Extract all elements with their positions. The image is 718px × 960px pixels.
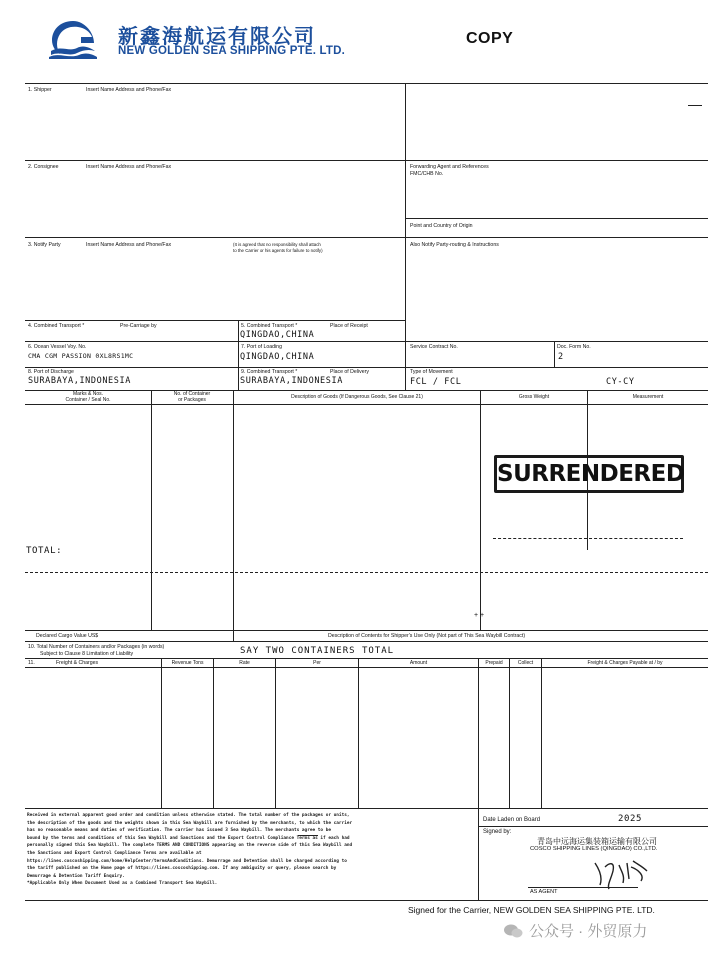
place-of-delivery-value: SURABAYA,INDONESIA — [240, 376, 343, 386]
watermark-text: 公众号 · 外贸原力 — [529, 923, 648, 940]
prepaid-header: Prepaid — [485, 660, 503, 666]
marks-header-2: Container / Seal No. — [65, 397, 111, 403]
marks-header — [26, 391, 150, 403]
ocean-vessel-value: CMA CGM PASSION 0XL8RS1MC — [28, 352, 134, 360]
signed-by-label: Signed by: — [483, 829, 512, 835]
tick-marks: + + — [474, 612, 485, 619]
packages-header — [152, 391, 232, 403]
place-of-receipt-value: QINGDAO,CHINA — [240, 330, 315, 340]
agent-name-cn: 青岛中远海运集装箱运输有限公司 — [537, 837, 657, 846]
declared-value-label: Declared Cargo Value US$ — [36, 633, 99, 639]
port-of-loading-value: QINGDAO,CHINA — [240, 352, 315, 362]
terms-line-5: personally signed this Sea Waybill. The complete TERMS AND CONDITIONS appearing on the reverse side of this Sea Waybill and — [27, 843, 353, 849]
place-of-delivery-label: 9. Combined Transport * — [241, 369, 298, 375]
company-name-en: NEW GOLDEN SEA SHIPPING PTE. LTD. — [118, 45, 346, 57]
terms-line-10: *Applicable Only When Document Used as a Combined Transport Sea Waybill. — [27, 881, 218, 887]
collect-header: Collect — [517, 660, 534, 666]
liability-clause-label: Subject to Clause 8 Limitation of Liability — [40, 651, 134, 657]
precarriage-label: Pre-Carriage by — [120, 323, 157, 329]
total-containers-label: 10. Total Number of Containers and/or Packages (in words) — [28, 644, 165, 650]
terms-line-3: has no reasonable means and duties of verification. The carrier has issued 3 Sea Waybill. The merchants agree to be — [27, 828, 331, 834]
terms-line-7: https://lines.coscoshipping.com/home/HelpCenter/termsAndConditions. Demurrage and Detention shall be charged according to — [27, 858, 347, 864]
freight-charges-header: Freight & Charges — [56, 660, 99, 666]
combined-transport-label: 4. Combined Transport * — [28, 323, 85, 329]
movement-label: Type of Movement — [410, 369, 453, 375]
packages-header-1: No. of Container — [173, 391, 211, 397]
movement-value: FCL / FCL — [410, 377, 462, 387]
payable-header: Freight & Charges Payable at / by — [587, 660, 663, 666]
terms-line-1: Received in external apparent good order and condition unless otherwise stated. The total number of the packages or units, — [27, 813, 350, 818]
notify-party-hint: Insert Name Address and Phone/Fax — [86, 242, 172, 248]
date-laden-value: 2025 — [618, 814, 643, 824]
total-containers-value: SAY TWO CONTAINERS TOTAL — [240, 646, 395, 656]
company-logo — [47, 18, 99, 60]
revenue-tons-header: Revenue Tons — [171, 660, 204, 666]
place-of-delivery-label-b: Place of Delivery — [330, 369, 369, 375]
consignee-label: 2. Consignee — [28, 164, 59, 170]
service-contract-label: Service Contract No. — [410, 344, 458, 350]
origin-label: Point and Country of Origin — [410, 223, 473, 229]
also-notify-label: Also Notify Party-routing & Instructions — [410, 242, 499, 248]
forwarding-agent-label: Forwarding Agent and References — [410, 164, 489, 170]
terms-line-4: bound by the terms and conditions of this Sea Waybill and Sanctions and the Export Control Compliance Terms as if each had — [27, 835, 350, 841]
packages-header-2: or Packages — [178, 397, 206, 403]
amount-header: Amount — [409, 660, 428, 666]
notify-note-1: (It is agreed that no responsibility shall attach — [233, 242, 321, 247]
per-header: Per — [313, 660, 321, 666]
notify-note-2: to the Carrier or his agents for failure to notify) — [233, 248, 323, 253]
consignee-field[interactable] — [26, 172, 404, 235]
surrendered-stamp — [494, 455, 684, 493]
consignee-hint: Insert Name Address and Phone/Fax — [86, 164, 172, 170]
place-of-receipt-label: 5. Combined Transport * — [241, 323, 298, 329]
place-of-receipt-label-b: Place of Receipt — [330, 323, 368, 329]
freight-no-header: 11. — [28, 660, 35, 666]
terms-block — [27, 812, 472, 888]
terms-line-6: the Sanctions and Export Control Compliance Terms are available at — [27, 850, 202, 856]
fmc-label: FMC/CHB No. — [410, 171, 444, 177]
doc-form-value: 2 — [558, 352, 564, 362]
gross-weight-header: Gross Weight — [518, 394, 550, 400]
contents-label: Description of Contents for Shipper's Use Only (Not part of This Sea Waybill Contract) — [328, 633, 526, 639]
date-laden-label: Date Laden on Board — [483, 817, 541, 823]
ocean-vessel-label: 6. Ocean Vessel Voy. No. — [28, 344, 87, 350]
shipper-label: 1. Shipper — [28, 87, 52, 93]
signed-for-carrier: Signed for the Carrier, NEW GOLDEN SEA SHIPPING PTE. LTD. — [408, 905, 655, 915]
copy-label: COPY — [466, 30, 514, 47]
agent-name-en: COSCO SHIPPING LINES (QINGDAO) CO.,LTD. — [530, 846, 658, 852]
company-name-cn: 新鑫海航运有限公司 — [118, 26, 316, 48]
shipper-field[interactable] — [26, 95, 404, 158]
notify-party-label: 3. Notify Party — [28, 242, 61, 248]
measurement-header: Measurement — [632, 394, 664, 400]
surrendered-stamp-text: SURRENDERED — [497, 461, 685, 487]
rate-header: Rate — [239, 660, 250, 666]
terms-line-9: Demurrage & Detention Tariff Enquiry. — [27, 873, 125, 879]
movement-value-b: CY-CY — [606, 377, 635, 387]
port-of-discharge-label: 8. Port of Discharge — [28, 369, 74, 375]
as-agent-label: AS AGENT — [530, 889, 558, 895]
wechat-icon — [503, 923, 523, 939]
marks-header-1: Marks & Nos. — [72, 391, 103, 397]
description-header: Description of Goods (If Dangerous Goods, See Clause 21) — [291, 394, 423, 400]
watermark — [503, 920, 647, 941]
terms-line-2: the description of the goods and the weights shown in this Sea Waybill are furnished by the merchants, to which the carrier — [27, 820, 353, 826]
shipper-hint: Insert Name Address and Phone/Fax — [86, 87, 172, 93]
port-of-loading-label: 7. Port of Loading — [241, 344, 282, 350]
terms-line-8: the tariff published on the Home page of https://lines.coscoshipping.com. If any ambiguity or query, please search by — [27, 866, 337, 872]
doc-form-label: Doc. Form No. — [557, 344, 591, 350]
total-label: TOTAL: — [26, 546, 63, 556]
port-of-discharge-value: SURABAYA,INDONESIA — [28, 376, 131, 386]
